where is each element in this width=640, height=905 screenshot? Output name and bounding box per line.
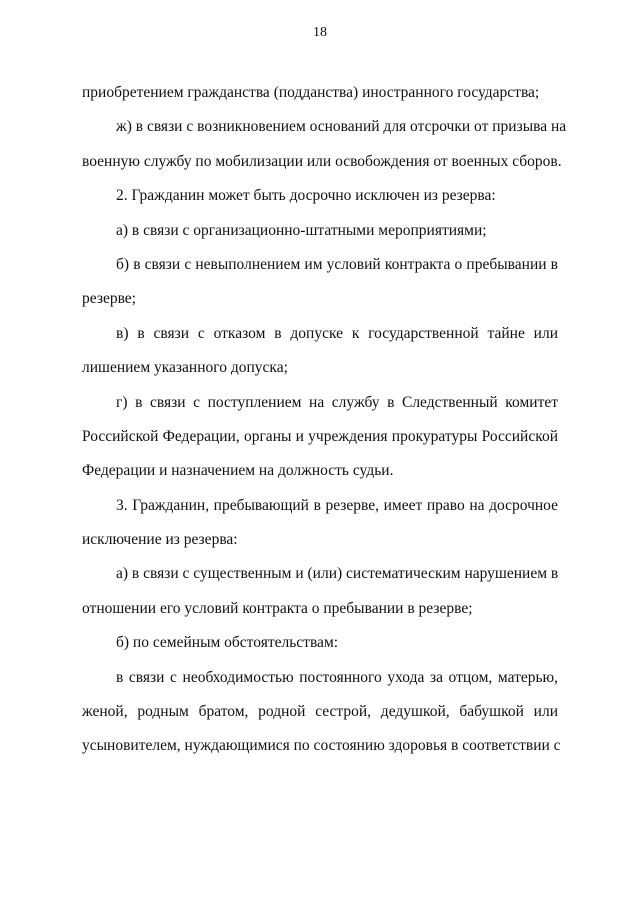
text-line: женой, родным братом, родной сестрой, дедушкой, бабушкой или xyxy=(82,703,558,721)
document-body xyxy=(82,76,567,764)
text-line: резерве; xyxy=(82,290,136,308)
text-line: а) в связи с существенным и (или) систематическим нарушением в xyxy=(116,565,559,583)
text-line: а) в связи с организационно-штатными мероприятиями; xyxy=(116,221,487,239)
text-line: в) в связи с отказом в допуске к государственной тайне или xyxy=(116,324,558,342)
text-line: ж) в связи с возникновением оснований для отсрочки от призыва на xyxy=(116,118,567,136)
text-line: отношении его условий контракта о пребывании в резерве; xyxy=(82,599,473,617)
text-line: Федерации и назначением на должность судьи. xyxy=(82,462,394,480)
text-line: лишением указанного допуска; xyxy=(82,359,288,377)
text-line: исключение из резерва: xyxy=(82,531,238,549)
text-line: 3. Гражданин, пребывающий в резерве, имеет право на досрочное xyxy=(116,496,558,514)
text-line: Российской Федерации, органы и учреждения прокуратуры Российской xyxy=(82,427,558,445)
text-line: г) в связи с поступлением на службу в Следственный комитет xyxy=(116,393,558,411)
text-line: б) по семейным обстоятельствам: xyxy=(116,634,339,652)
text-line: 2. Гражданин может быть досрочно исключен из резерва: xyxy=(116,187,496,205)
text-line: приобретением гражданства (подданства) иностранного государства; xyxy=(82,84,540,101)
text-line: военную службу по мобилизации или освобождения от военных сборов. xyxy=(82,152,562,170)
text-line: б) в связи с невыполнением им условий контракта о пребывании в xyxy=(116,255,558,273)
text-line: усыновителем, нуждающимися по состоянию здоровья в соответствии с xyxy=(82,737,561,755)
page-number: 18 xyxy=(313,25,327,40)
text-line: в связи с необходимостью постоянного ухода за отцом, матерью, xyxy=(116,668,558,686)
